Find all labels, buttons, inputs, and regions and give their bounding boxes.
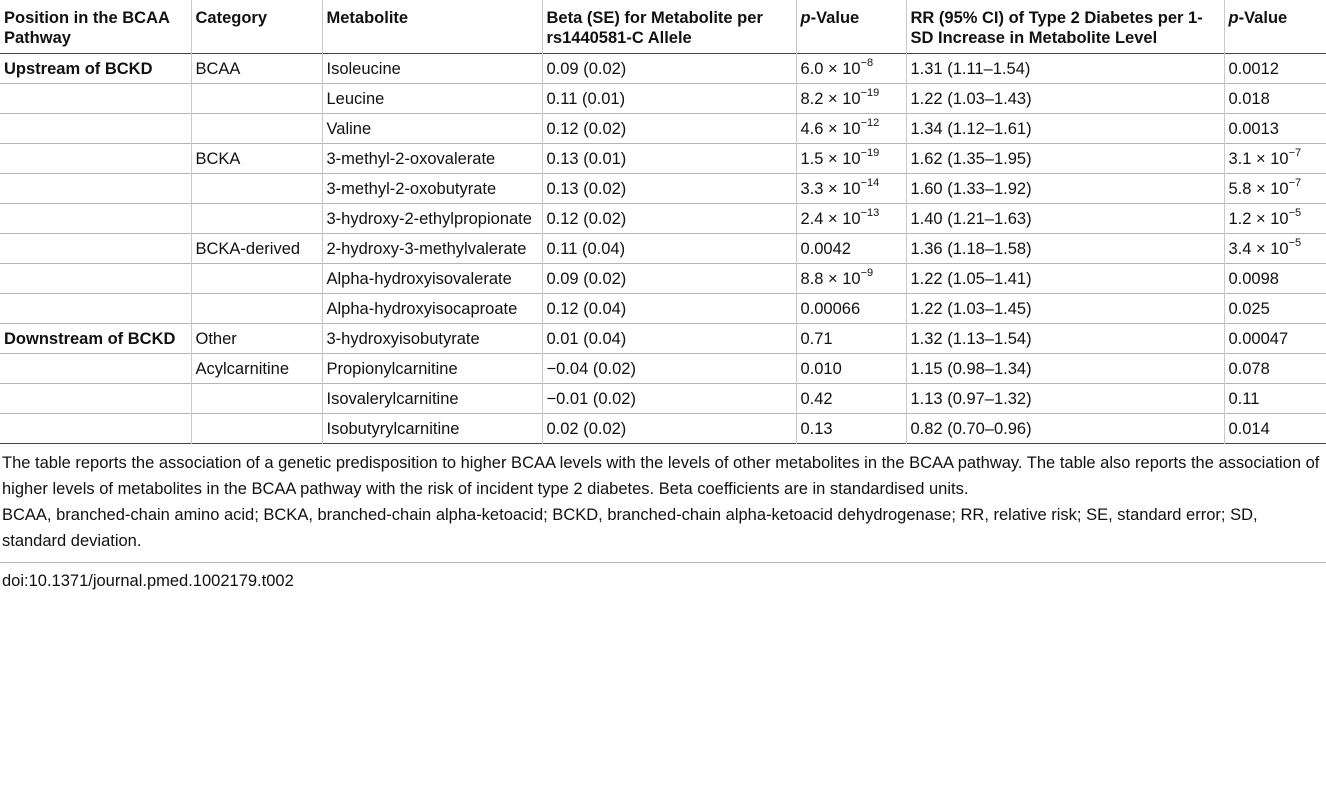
cell-p-value-2 [1224,174,1326,204]
cell-p-value-1 [796,384,906,414]
cell-beta: 0.12 (0.02) [542,114,796,144]
table-notes [0,444,1326,554]
table-row [0,114,1326,144]
cell-category: Other [191,324,322,354]
cell-p-value-2-base: 5.8 × 10 [1228,180,1289,198]
doi-label: doi:10.1371/journal.pmed.1002179.t002 [2,572,294,590]
cell-position [0,114,191,144]
cell-beta: 0.12 (0.02) [542,204,796,234]
cell-beta: 0.13 (0.01) [542,144,796,174]
table-row [0,354,1326,384]
cell-category [191,114,322,144]
cell-beta: −0.01 (0.02) [542,384,796,414]
cell-beta: 0.12 (0.04) [542,294,796,324]
cell-p-value-2 [1224,354,1326,384]
table-row [0,324,1326,354]
cell-metabolite: Alpha-hydroxyisocaproate [322,294,542,324]
cell-p-value-2-exponent: −5 [1288,206,1302,219]
table-row [0,84,1326,114]
cell-rr: 1.15 (0.98–1.34) [906,354,1224,384]
cell-p-value-1 [796,234,906,264]
cell-p-value-2 [1224,84,1326,114]
cell-category [191,84,322,114]
header-rr: RR (95% CI) of Type 2 Diabetes per 1-SD Increase in Metabolite Level [906,0,1224,54]
table-row [0,54,1326,84]
cell-p-value-1-base: 0.71 [800,330,833,348]
cell-p-value-1-exponent: −19 [860,146,880,159]
cell-rr: 1.40 (1.21–1.63) [906,204,1224,234]
cell-p-value-2-base: 0.0013 [1228,120,1279,138]
cell-category [191,294,322,324]
cell-metabolite: Propionylcarnitine [322,354,542,384]
cell-beta: 0.09 (0.02) [542,54,796,84]
cell-category: BCAA [191,54,322,84]
cell-p-value-2 [1224,54,1326,84]
cell-metabolite: 3-methyl-2-oxobutyrate [322,174,542,204]
header-metabolite: Metabolite [322,0,542,54]
cell-metabolite: Leucine [322,84,542,114]
cell-rr: 1.60 (1.33–1.92) [906,174,1224,204]
cell-p-value-2-exponent: −7 [1288,176,1302,189]
cell-p-value-1 [796,324,906,354]
cell-position: Upstream of BCKD [4,60,153,78]
cell-metabolite: 3-hydroxyisobutyrate [322,324,542,354]
cell-position [0,174,191,204]
cell-p-value-1-base: 4.6 × 10 [800,120,861,138]
cell-rr: 1.32 (1.13–1.54) [906,324,1224,354]
cell-position [0,84,191,114]
cell-p-value-2 [1224,414,1326,444]
cell-p-value-2-base: 0.11 [1228,390,1260,408]
cell-p-value-1-exponent: −12 [860,116,880,129]
cell-beta: 0.11 (0.04) [542,234,796,264]
cell-p-value-1 [796,114,906,144]
cell-p-value-1-base: 8.2 × 10 [800,90,861,108]
table-row [0,144,1326,174]
cell-p-value-2 [1224,384,1326,414]
cell-category [191,384,322,414]
cell-rr: 1.22 (1.03–1.43) [906,84,1224,114]
cell-category: BCKA [191,144,322,174]
cell-p-value-1-base: 0.010 [800,360,842,378]
cell-p-value-2-base: 0.078 [1228,360,1270,378]
cell-beta: −0.04 (0.02) [542,354,796,384]
table-row [0,264,1326,294]
cell-p-value-2 [1224,264,1326,294]
abbreviations: BCAA, branched-chain amino acid; BCKA, branched-chain alpha-ketoacid; BCKD, branched-chain alpha-ketoacid dehydrogenase; RR, relative risk; SE, standard error; SD, standard deviation. [2,506,1258,550]
cell-rr: 1.31 (1.11–1.54) [906,54,1224,84]
cell-p-value-1-exponent: −8 [860,56,874,69]
cell-p-value-2 [1224,144,1326,174]
cell-p-value-2-exponent: −5 [1288,236,1302,249]
cell-p-value-1 [796,84,906,114]
cell-position [0,354,191,384]
table-body [0,54,1326,444]
table-row [0,234,1326,264]
cell-rr: 1.34 (1.12–1.61) [906,114,1224,144]
cell-position [0,204,191,234]
cell-metabolite: Isoleucine [322,54,542,84]
header-category: Category [191,0,322,54]
cell-p-value-1-base: 2.4 × 10 [800,210,861,228]
cell-metabolite: Isovalerylcarnitine [322,384,542,414]
cell-beta: 0.01 (0.04) [542,324,796,354]
table-row [0,174,1326,204]
cell-p-value-1 [796,54,906,84]
cell-p-value-2 [1224,234,1326,264]
cell-p-value-1-base: 0.00066 [800,300,861,318]
cell-p-value-2 [1224,294,1326,324]
cell-metabolite: Isobutyrylcarnitine [322,414,542,444]
cell-p-value-2-base: 0.00047 [1228,330,1289,348]
cell-p-value-1 [796,294,906,324]
header-p-value-2: p-Value [1224,0,1326,54]
header-position: Position in the BCAA Pathway [4,9,170,47]
cell-position [0,234,191,264]
cell-p-value-1 [796,174,906,204]
cell-p-value-2-base: 0.025 [1228,300,1270,318]
cell-rr: 0.82 (0.70–0.96) [906,414,1224,444]
cell-position [0,264,191,294]
header-beta: Beta (SE) for Metabolite per rs1440581-C Allele [542,0,796,54]
cell-position [0,384,191,414]
cell-metabolite: 3-hydroxy-2-ethylpropionate [322,204,542,234]
cell-rr: 1.22 (1.03–1.45) [906,294,1224,324]
cell-beta: 0.09 (0.02) [542,264,796,294]
cell-p-value-2-base: 0.018 [1228,90,1270,108]
cell-p-value-1 [796,354,906,384]
cell-p-value-2-base: 0.0098 [1228,270,1279,288]
cell-p-value-2-base: 3.1 × 10 [1228,150,1289,168]
cell-beta: 0.02 (0.02) [542,414,796,444]
cell-beta: 0.13 (0.02) [542,174,796,204]
cell-position: Downstream of BCKD [4,330,176,348]
cell-p-value-1 [796,414,906,444]
cell-category: BCKA-derived [191,234,322,264]
cell-category [191,414,322,444]
cell-p-value-2-base: 0.0012 [1228,60,1279,78]
cell-p-value-1-base: 1.5 × 10 [800,150,861,168]
cell-position [0,144,191,174]
cell-p-value-1-base: 0.13 [800,420,833,438]
cell-p-value-1-exponent: −14 [860,176,880,189]
cell-position [0,294,191,324]
cell-rr: 1.13 (0.97–1.32) [906,384,1224,414]
cell-p-value-1-base: 8.8 × 10 [800,270,861,288]
cell-p-value-2-base: 0.014 [1228,420,1270,438]
cell-category [191,204,322,234]
cell-category: Acylcarnitine [191,354,322,384]
table-row [0,294,1326,324]
cell-p-value-1-exponent: −13 [860,206,880,219]
cell-p-value-1-exponent: −9 [860,266,874,279]
header-p-value-1: p-Value [796,0,906,54]
cell-metabolite: 3-methyl-2-oxovalerate [322,144,542,174]
cell-metabolite: Alpha-hydroxyisovalerate [322,264,542,294]
cell-p-value-1 [796,264,906,294]
cell-p-value-2-base: 3.4 × 10 [1228,240,1289,258]
cell-metabolite: Valine [322,114,542,144]
table-row [0,384,1326,414]
cell-p-value-1 [796,204,906,234]
table-row [0,204,1326,234]
header-row [0,0,1326,54]
cell-p-value-2 [1224,114,1326,144]
cell-p-value-1-base: 3.3 × 10 [800,180,861,198]
cell-metabolite: 2-hydroxy-3-methylvalerate [322,234,542,264]
cell-category [191,174,322,204]
table-row [0,414,1326,444]
cell-rr: 1.36 (1.18–1.58) [906,234,1224,264]
cell-p-value-2-exponent: −7 [1288,146,1302,159]
cell-p-value-1-exponent: −19 [860,86,880,99]
cell-p-value-1-base: 0.0042 [800,240,851,258]
cell-beta: 0.11 (0.01) [542,84,796,114]
cell-p-value-1-base: 0.42 [800,390,833,408]
cell-p-value-1 [796,144,906,174]
cell-p-value-1-base: 6.0 × 10 [800,60,861,78]
cell-position [0,414,191,444]
cell-category [191,264,322,294]
cell-rr: 1.22 (1.05–1.41) [906,264,1224,294]
cell-p-value-2 [1224,204,1326,234]
cell-p-value-2 [1224,324,1326,354]
cell-p-value-2-base: 1.2 × 10 [1228,210,1289,228]
cell-rr: 1.62 (1.35–1.95) [906,144,1224,174]
table-footnote: The table reports the association of a genetic predisposition to higher BCAA levels with the levels of other metabolites in the BCAA pathway. The table also reports the association of higher levels of metabolites in the BCAA pathway with the risk of incident type 2 diabetes. Beta coefficients are in standardised units. [2,454,1320,498]
